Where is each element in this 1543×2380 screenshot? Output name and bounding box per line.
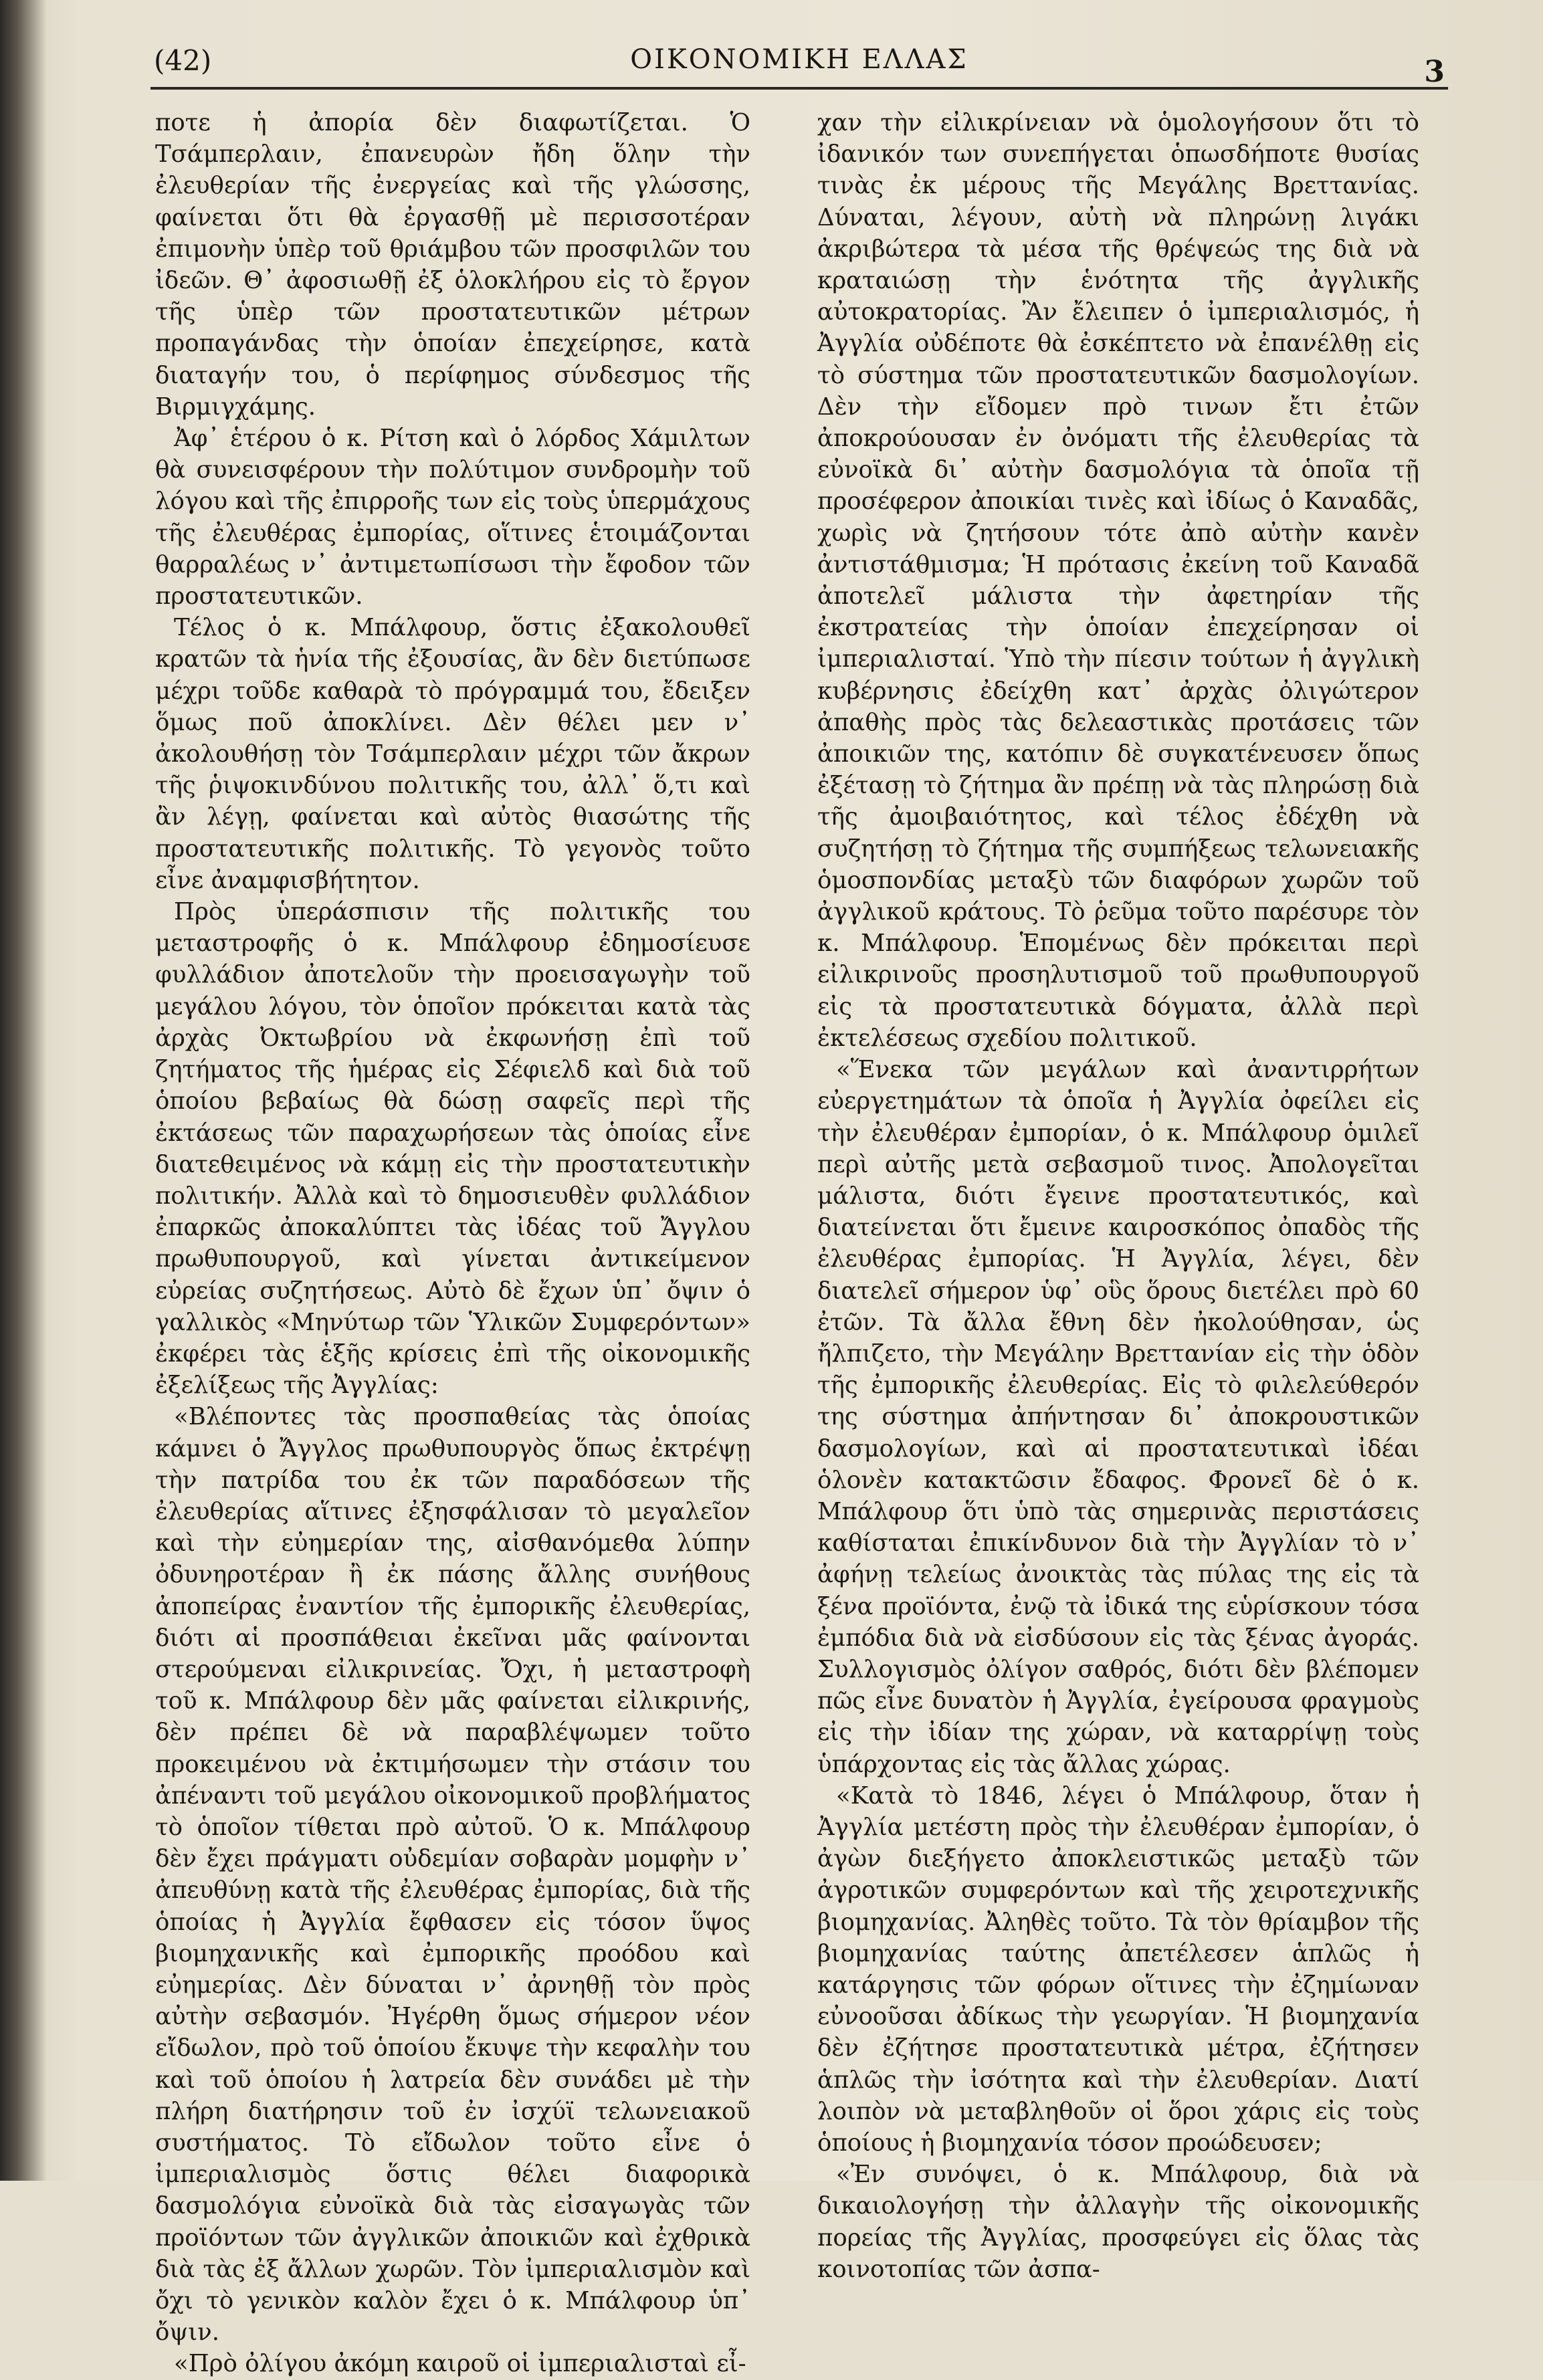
right-column bbox=[817, 107, 1419, 2285]
paragraph: «Ἕνεκα τῶν μεγάλων καὶ ἀναντιρρήτων εὐεργετημάτων τὰ ὁποῖα ἡ Ἀγγλία ὀφείλει εἰς τὴν ἐλευθέραν ἐμπορίαν, ὁ κ. Μπάλφουρ ὁμιλεῖ περὶ αὐτῆς μετὰ σεβασμοῦ τινος. Ἀπολογεῖται μάλιστα, διότι ἔγεινε προστατευτικός, καὶ διατείνεται ὅτι ἔμεινε καιροσκόπος ὀπαδὸς τῆς ἐλευθέρας ἐμπορίας. Ἡ Ἀγγλία, λέγει, δὲν διατελεῖ σήμερον ὑφ᾽ οὓς ὅρους διετέλει πρὸ 60 ἐτῶν. Τὰ ἄλλα ἔθνη δὲν ἠκολούθησαν, ὡς ἤλπιζετο, τὴν Μεγάλην Βρεττανίαν εἰς τὴν ὁδὸν τῆς ἐμπορικῆς ἐλευθερίας. Εἰς τὸ φιλελεύθερόν της σύστημα ἀπήντησαν δι᾽ ἀποκρουστικῶν δασμολογίων, καὶ αἱ προστατευτικαὶ ἰδέαι ὁλονὲν κατακτῶσιν ἔδαφος. Φρονεῖ δὲ ὁ κ. Μπάλφουρ ὅτι ὑπὸ τὰς σημερινὰς περιστάσεις καθίσταται ἐπικίνδυνον διὰ τὴν Ἀγγλίαν τὸ ν᾽ ἀφήνῃ τελείως ἀνοικτὰς τὰς πύλας της εἰς τὰ ξένα προϊόντα, ἐνῷ τὰ ἰδικά της εὑρίσκουν τόσα ἐμπόδια διὰ νὰ εἰσδύσουν εἰς τὰς ξένας ἀγοράς. Συλλογισμὸς ὀλίγον σαθρός, διότι δὲν βλέπομεν πῶς εἶνε δυνατὸν ἡ Ἀγγλία, ἐγείρουσα φραγμοὺς εἰς τὴν ἰδίαν της χώραν, νὰ καταρρίψῃ τοὺς ὑπάρχοντας εἰς τὰς ἄλλας χώρας. bbox=[817, 1056, 1419, 1778]
paragraph: «Ἐν συνόψει, ὁ κ. Μπάλφουρ, διὰ νὰ δικαιολογήσῃ τὴν ἀλλαγὴν τῆς οἰκονομικῆς πορείας τῆς Ἀγγλίας, προσφεύγει εἰς ὅλας τὰς κοινοτοπίας τῶν ἀσπα- bbox=[817, 2161, 1419, 2283]
paragraph: «Πρὸ ὀλίγου ἀκόμη καιροῦ οἱ ἰμπεριαλισταὶ εἶ- bbox=[174, 2350, 746, 2378]
page-number: 3 bbox=[1424, 55, 1445, 89]
issue-number: (42) bbox=[154, 44, 212, 77]
paragraph: ποτε ἡ ἀπορία δὲν διαφωτίζεται. Ὁ Τσάμπερλαιν, ἐπανευρὼν ἤδη ὅλην τὴν ἐλευθερίαν τῆς ἐνεργείας καὶ τῆς γλώσσης, φαίνεται ὅτι θὰ ἐργασθῇ μὲ περισσοτέραν ἐπιμονὴν ὑπὲρ τοῦ θριάμβου τῶν προσφιλῶν του ἰδεῶν. Θ᾽ ἀφοσιωθῇ ἐξ ὁλοκλήρου εἰς τὸ ἔργον τῆς ὑπὲρ τῶν προστατευτικῶν μέτρων προπαγάνδας τὴν ὁποίαν ἐπεχείρησε, κατὰ διαταγήν του, ὁ περίφημος σύνδεσμος τῆς Βιρμιγχάμης. bbox=[155, 109, 750, 421]
paragraph: «Κατὰ τὸ 1846, λέγει ὁ Μπάλφουρ, ὅταν ἡ Ἀγγλία μετέστη πρὸς τὴν ἐλευθέραν ἐμπορίαν, ὁ ἀγὼν διεξήγετο ἀποκλειστικῶς μεταξὺ τῶν ἀγροτικῶν συμφερόντων καὶ τῆς χειροτεχνικῆς βιομηχανίας. Ἀληθὲς τοῦτο. Τὰ τὸν θρίαμβον τῆς βιομηχανίας ταύτης ἀπετέλεσεν ἁπλῶς ἡ κατάργησις τῶν φόρων οἵτινες τὴν ἐζημίωναν εὐνοοῦσαι ἀδίκως τὴν γεωργίαν. Ἡ βιομηχανία δὲν ἐζήτησε προστατευτικὰ μέτρα, ἐζήτησεν ἁπλῶς τὴν ἰσότητα καὶ τὴν ἐλευθερίαν. Διατί λοιπὸν νὰ μεταβληθοῦν οἱ ὅροι χάρις εἰς τοὺς ὁποίους ἡ βιομηχανία τόσον προώδευσεν; bbox=[817, 1781, 1419, 2157]
binding-shadow bbox=[0, 0, 47, 2181]
paragraph: Ἀφ᾽ ἑτέρου ὁ κ. Ρίτση καὶ ὁ λόρδος Χάμιλτων θὰ συνεισφέρουν τὴν πολύτιμον συνδρομὴν τοῦ λόγου καὶ τῆς ἐπιρροῆς των εἰς τοὺς ὑπερμάχους τῆς ἐλευθέρας ἐμπορίας, οἵτινες ἑτοιμάζονται θαρραλέως ν᾽ ἀντιμετωπίσωσι τὴν ἔφοδον τῶν προστατευτικῶν. bbox=[155, 425, 750, 611]
paragraph: Πρὸς ὑπεράσπισιν τῆς πολιτικῆς του μεταστροφῆς ὁ κ. Μπάλφουρ ἐδημοσίευσε φυλλάδιον ἀποτελοῦν τὴν προεισαγωγὴν τοῦ μεγάλου λόγου, τὸν ὁποῖον πρόκειται κατὰ τὰς ἀρχὰς Ὀκτωβρίου νὰ ἐκφωνήσῃ ἐπὶ τοῦ ζητήματος τῆς ἡμέρας εἰς Σέφιελδ καὶ διὰ τοῦ ὁποίου βεβαίως θὰ δώσῃ σαφεῖς περὶ τῆς ἐκτάσεως τῶν παραχωρήσεων τὰς ὁποίας εἶνε διατεθειμένος νὰ κάμῃ εἰς τὴν προστατευτικὴν πολιτικήν. Ἀλλὰ καὶ τὸ δημοσιευθὲν φυλλάδιον ἐπαρκῶς ἀποκαλύπτει τὰς ἰδέας τοῦ Ἄγγλου πρωθυπουργοῦ, καὶ γίνεται ἀντικείμενον εὐρείας συζητήσεως. Αὐτὸ δὲ ἔχων ὑπ᾽ ὄψιν ὁ γαλλικὸς «Μηνύτωρ τῶν Ὑλικῶν Συμφερόντων» ἐκφέρει τὰς ἑξῆς κρίσεις ἐπὶ τῆς οἰκονομικῆς ἐξελίξεως τῆς Ἀγγλίας: bbox=[155, 898, 750, 1400]
page-header bbox=[154, 41, 1445, 88]
paragraph: «Βλέποντες τὰς προσπαθείας τὰς ὁποίας κάμνει ὁ Ἄγγλος πρωθυπουργὸς ὅπως ἐκτρέψῃ τὴν πατρίδα του ἐκ τῶν παραδόσεων τῆς ἐλευθερίας αἵτινες ἐξησφάλισαν τὸ μεγαλεῖον καὶ τὴν εὐημερίαν της, αἰσθανόμεθα λύπην ὀδυνηροτέραν ἢ ἐκ πάσης ἄλλης συνήθους ἀποπείρας ἐναντίον τῆς ἐμπορικῆς ἐλευθερίας, διότι αἱ προσπάθειαι ἐκεῖναι μᾶς φαίνονται στερούμεναι εἰλικρινείας. Ὄχι, ἡ μεταστροφὴ τοῦ κ. Μπάλφουρ δὲν μᾶς φαίνεται εἰλικρινής, δὲν πρέπει δὲ νὰ παραβλέψωμεν τοῦτο προκειμένου νὰ ἐκτιμήσωμεν τὴν στάσιν του ἀπέναντι τοῦ μεγάλου οἰκονομικοῦ προβλήματος τὸ ὁποῖον τίθεται πρὸ αὐτοῦ. Ὁ κ. Μπάλφουρ δὲν ἔχει πράγματι οὐδεμίαν σοβαρὰν μομφὴν ν᾽ ἀπευθύνῃ κατὰ τῆς ἐλευθέρας ἐμπορίας, διὰ τῆς ὁποίας ἡ Ἀγγλία ἔφθασεν εἰς τόσον ὕψος βιομηχανικῆς καὶ ἐμπορικῆς προόδου καὶ εὐημερίας. Δὲν δύναται ν᾽ ἀρνηθῇ τὸν πρὸς αὐτὴν σεβασμόν. Ἠγέρθη ὅμως σήμερον νέον εἴδωλον, πρὸ τοῦ ὁποίου ἔκυψε τὴν κεφαλὴν του καὶ τοῦ ὁποίου ἡ λατρεία δὲν συνάδει μὲ τὴν πλήρη διατήρησιν τοῦ ἐν ἰσχύϊ τελωνειακοῦ συστήματος. Τὸ εἴδωλον τοῦτο εἶνε ὁ ἰμπεριαλισμὸς ὅστις θέλει διαφορικὰ δασμολόγια εὐνοϊκὰ διὰ τὰς εἰσαγωγὰς τῶν προϊόντων τῶν ἀγγλικῶν ἀποικιῶν καὶ ἐχθρικὰ διὰ τὰς ἐξ ἄλλων χωρῶν. Τὸν ἰμπεριαλισμὸν καὶ ὄχι τὸ γενικὸν καλὸν ἔχει ὁ κ. Μπάλφουρ ὑπ᾽ ὄψιν. bbox=[155, 1403, 750, 2347]
journal-title: ΟΙΚΟΝΟΜΙΚΗ ΕΛΛΑΣ bbox=[630, 44, 968, 75]
left-column bbox=[155, 107, 750, 2380]
paragraph: χαν τὴν εἰλικρίνειαν νὰ ὁμολογήσουν ὅτι τὸ ἰδανικόν των συνεπήγεται ὁπωσδήποτε θυσίας τινὰς ἐκ μέρους τῆς Μεγάλης Βρεττανίας. Δύναται, λέγουν, αὐτὴ νὰ πληρώνῃ λιγάκι ἀκριβώτερα τὰ μέσα τῆς θρέψεώς της διὰ νὰ κραταιώσῃ τὴν ἑνότητα τῆς ἀγγλικῆς αὐτοκρατορίας. Ἂν ἔλειπεν ὁ ἰμπεριαλισμός, ἡ Ἀγγλία οὐδέποτε θὰ ἐσκέπτετο νὰ ἐπανέλθῃ εἰς τὸ σύστημα τῶν προστατευτικῶν δασμολογίων. Δὲν τὴν εἴδομεν πρὸ τινων ἔτι ἐτῶν ἀποκρούουσαν ἐν ὀνόματι τῆς ἐλευθερίας τὰ εὐνοϊκὰ δι᾽ αὐτὴν δασμολόγια τὰ ὁποῖα τῇ προσέφερον ἀποικίαι τινὲς καὶ ἰδίως ὁ Καναδᾶς, χωρὶς νὰ ζητήσουν τότε ἀπὸ αὐτὴν κανὲν ἀντιστάθμισμα; Ἡ πρότασις ἐκείνη τοῦ Καναδᾶ ἀποτελεῖ μάλιστα τὴν ἀφετηρίαν τῆς ἐκστρατείας τὴν ὁποίαν ἐπεχείρησαν οἱ ἰμπεριαλισταί. Ὑπὸ τὴν πίεσιν τούτων ἡ ἀγγλικὴ κυβέρνησις ἐδείχθη κατ᾽ ἀρχὰς ὀλιγώτερον ἀπαθὴς πρὸς τὰς δελεαστικὰς προτάσεις τῶν ἀποικιῶν της, κατόπιν δὲ συγκατένευσεν ὅπως ἐξέτασῃ τὸ ζήτημα ἂν πρέπῃ νὰ τὰς πληρώσῃ διὰ τῆς ἀμοιβαιότητος, καὶ τέλος ἐδέχθη νὰ συζητήσῃ τὸ ζήτημα τῆς συμπήξεως τελωνειακῆς ὁμοσπονδίας μεταξὺ τῶν διαφόρων χωρῶν τοῦ ἀγγλικοῦ κράτους. Τὸ ῥεῦμα τοῦτο παρέσυρε τὸν κ. Μπάλφουρ. Ἑπομένως δὲν πρόκειται περὶ εἰλικρινοῦς προσηλυτισμοῦ τοῦ πρωθυπουργοῦ εἰς τὰ προστατευτικὰ δόγματα, ἀλλὰ περὶ ἐκτελέσεως σχεδίου πολιτικοῦ. bbox=[817, 109, 1419, 1052]
paragraph: Τέλος ὁ κ. Μπάλφουρ, ὅστις ἐξακολουθεῖ κρατῶν τὰ ἡνία τῆς ἐξουσίας, ἂν δὲν διετύπωσε μέχρι τοῦδε καθαρὰ τὸ πρόγραμμά του, ἔδειξεν ὅμως ποῦ ἀποκλίνει. Δὲν θέλει μεν ν᾽ ἀκολουθήσῃ τὸν Τσάμπερλαιν μέχρι τῶν ἄκρων τῆς ῥιψοκινδύνου πολιτικῆς του, ἀλλ᾽ ὅ,τι καὶ ἂν λέγῃ, φαίνεται καὶ αὐτὸς θιασώτης τῆς προστατευτικῆς πολιτικῆς. Τὸ γεγονὸς τοῦτο εἶνε ἀναμφισβήτητον. bbox=[155, 614, 750, 894]
header-rule bbox=[150, 87, 1448, 90]
